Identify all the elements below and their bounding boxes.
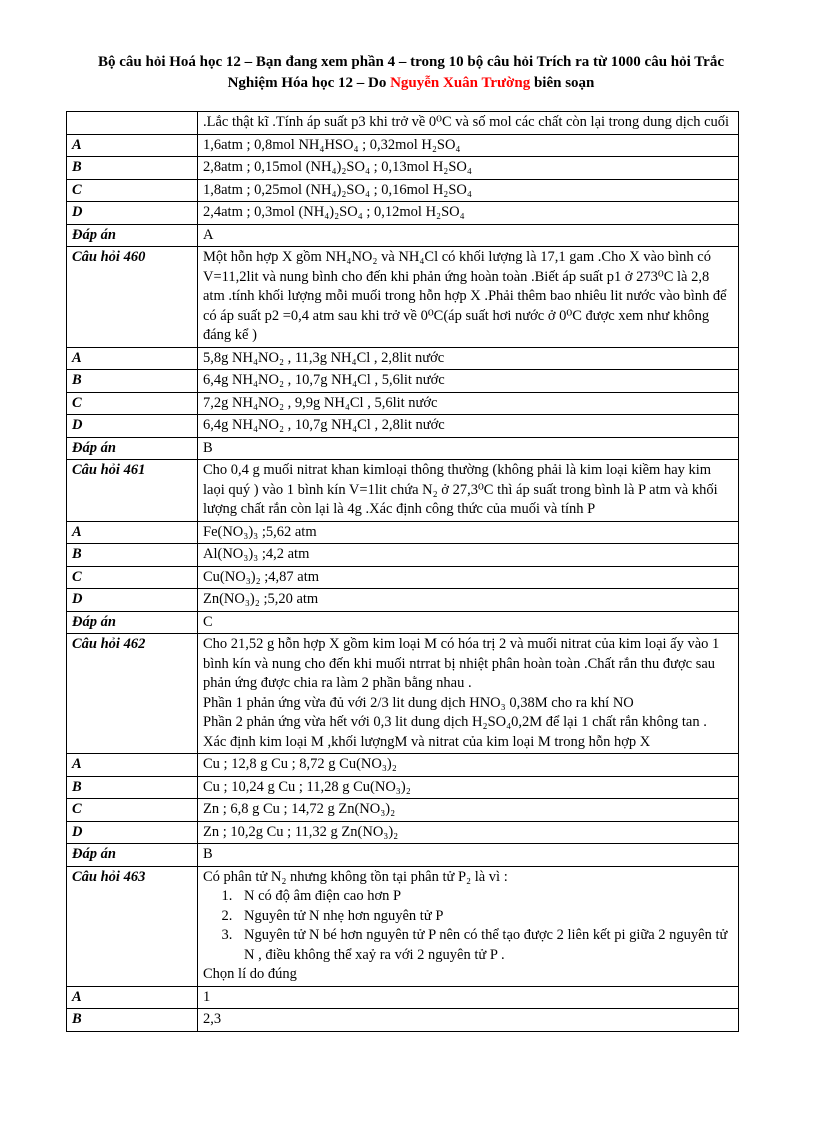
reason-item: 1. N có độ âm điện cao hơn P bbox=[236, 887, 733, 907]
question-row bbox=[67, 460, 739, 522]
question-label: Câu hỏi 460 bbox=[67, 247, 198, 348]
question-text: Cho 21,52 g hỗn hợp X gồm kim loại M có hóa trị 2 và muối nitrat của kim loại ấy vào 1 bình kín và nung cho đến khi muối ntrrat bị nhiệt phân hoàn toàn .Chất rắn thu được sau phản ứng được chia ra làm 2 phần bằng nhau . Phần 1 phản ứng vừa đủ với 2/3 lit dung dịch HNO₃ 0,38M cho ra khí NO Phần 2 phản ứng vừa hết với 0,3 lit dung dịch H₂SO₄0,2M để lại 1 chất rắn không tan . Xác định kim loại M ,khối lượngM và nitrat của kim loại M trong hỗn hợp X bbox=[198, 634, 739, 754]
answer-label: Đáp án bbox=[67, 844, 198, 867]
row-label: C bbox=[67, 179, 198, 202]
row-text: 6,4g NH₄NO₂ , 10,7g NH₄Cl , 5,6lit nước bbox=[198, 370, 739, 393]
table-row bbox=[67, 754, 739, 777]
reason-list bbox=[203, 887, 733, 965]
row-text: Zn ; 10,2g Cu ; 11,32 g Zn(NO₃)₂ bbox=[198, 821, 739, 844]
question-label: Câu hỏi 461 bbox=[67, 460, 198, 522]
header-line-1: Bộ câu hỏi Hoá học 12 – Bạn đang xem phần 4 – trong 10 bộ câu hỏi Trích ra từ 1000 câu hỏi Trắc bbox=[97, 54, 724, 70]
answer-label: Đáp án bbox=[67, 224, 198, 247]
row-label: D bbox=[67, 821, 198, 844]
row-text: Cu ; 12,8 g Cu ; 8,72 g Cu(NO₃)₂ bbox=[198, 754, 739, 777]
table-row bbox=[67, 544, 739, 567]
question-label: Câu hỏi 463 bbox=[67, 866, 198, 986]
answer-row bbox=[67, 437, 739, 460]
question-text: Cho 0,4 g muối nitrat khan kimloại thông thường (không phải là kim loại kiềm hay kim laọi quý ) vào 1 bình kín V=1lit chứa N₂ ở 27,3⁰C thì áp suất trong bình là P atm và khối lượng chất rắn còn lại là 4g .Xác định công thức của muối và tính P bbox=[198, 460, 739, 522]
table-row bbox=[67, 589, 739, 612]
reason-item: 3. Nguyên tử N bé hơn nguyên tử P nên có thể tạo được 2 liên kết pi giữa 2 nguyên tử N , điều không thể xaỷ ra với 2 nguyên tử P . bbox=[236, 926, 733, 965]
row-text: Fe(NO₃)₃ ;5,62 atm bbox=[198, 521, 739, 544]
header-line-2-suffix: biên soạn bbox=[530, 75, 595, 91]
answer-label: Đáp án bbox=[67, 611, 198, 634]
row-text: 2,4atm ; 0,3mol (NH₄)₂SO₄ ; 0,12mol H₂SO₄ bbox=[198, 202, 739, 225]
row-label: D bbox=[67, 202, 198, 225]
row-text: .Lắc thật kĩ .Tính áp suất p3 khi trở về 0⁰C và số mol các chất còn lại trong dung dịch cuối bbox=[198, 112, 739, 135]
question-table bbox=[66, 111, 739, 1032]
table-row bbox=[67, 1009, 739, 1032]
row-text: 1 bbox=[198, 986, 739, 1009]
row-label: A bbox=[67, 754, 198, 777]
row-text: 5,8g NH₄NO₂ , 11,3g NH₄Cl , 2,8lit nước bbox=[198, 347, 739, 370]
row-label: A bbox=[67, 134, 198, 157]
row-label: D bbox=[67, 589, 198, 612]
row-text: 2,3 bbox=[198, 1009, 739, 1032]
question-row bbox=[67, 634, 739, 754]
row-text: Al(NO₃)₃ ;4,2 atm bbox=[198, 544, 739, 567]
page-header bbox=[66, 52, 756, 94]
table-row bbox=[67, 202, 739, 225]
row-label: C bbox=[67, 566, 198, 589]
row-text: Zn(NO₃)₂ ;5,20 atm bbox=[198, 589, 739, 612]
answer-row bbox=[67, 224, 739, 247]
row-text: Cu(NO₃)₂ ;4,87 atm bbox=[198, 566, 739, 589]
question-row bbox=[67, 866, 739, 986]
question-outro: Chọn lí do đúng bbox=[203, 966, 297, 982]
row-label: A bbox=[67, 521, 198, 544]
table-row bbox=[67, 799, 739, 822]
answer-row bbox=[67, 844, 739, 867]
row-label: D bbox=[67, 415, 198, 438]
table-row bbox=[67, 347, 739, 370]
row-text: 6,4g NH₄NO₂ , 10,7g NH₄Cl , 2,8lit nước bbox=[198, 415, 739, 438]
row-label: B bbox=[67, 157, 198, 180]
answer-value: B bbox=[198, 844, 739, 867]
row-label: C bbox=[67, 799, 198, 822]
table-row bbox=[67, 415, 739, 438]
table-row bbox=[67, 157, 739, 180]
table-row bbox=[67, 986, 739, 1009]
row-label: C bbox=[67, 392, 198, 415]
table-row bbox=[67, 134, 739, 157]
header-line-2-prefix: Nghiệm Hóa học 12 – Do bbox=[227, 75, 391, 91]
table-row bbox=[67, 179, 739, 202]
question-label: Câu hỏi 462 bbox=[67, 634, 198, 754]
table-row bbox=[67, 370, 739, 393]
table-row bbox=[67, 566, 739, 589]
answer-value: C bbox=[198, 611, 739, 634]
header-line-2 bbox=[66, 73, 756, 94]
row-label: B bbox=[67, 1009, 198, 1032]
row-text: 2,8atm ; 0,15mol (NH₄)₂SO₄ ; 0,13mol H₂SO₄ bbox=[198, 157, 739, 180]
row-label: B bbox=[67, 776, 198, 799]
row-label: A bbox=[67, 347, 198, 370]
table-row bbox=[67, 392, 739, 415]
row-text: 7,2g NH₄NO₂ , 9,9g NH₄Cl , 5,6lit nước bbox=[198, 392, 739, 415]
row-text: 1,6atm ; 0,8mol NH₄HSO₄ ; 0,32mol H₂SO₄ bbox=[198, 134, 739, 157]
row-label: B bbox=[67, 370, 198, 393]
question-intro: Có phân tử N₂ nhưng không tồn tại phân tử P₂ là vì : bbox=[203, 868, 508, 885]
answer-value: B bbox=[198, 437, 739, 460]
question-text bbox=[198, 866, 739, 986]
answer-row bbox=[67, 611, 739, 634]
row-label: B bbox=[67, 544, 198, 567]
question-row bbox=[67, 247, 739, 348]
author-name: Nguyễn Xuân Trường bbox=[390, 75, 531, 91]
row-label bbox=[67, 112, 198, 135]
answer-value: A bbox=[198, 224, 739, 247]
table-row bbox=[67, 521, 739, 544]
row-text: Zn ; 6,8 g Cu ; 14,72 g Zn(NO₃)₂ bbox=[198, 799, 739, 822]
answer-label: Đáp án bbox=[67, 437, 198, 460]
row-label: A bbox=[67, 986, 198, 1009]
row-text: 1,8atm ; 0,25mol (NH₄)₂SO₄ ; 0,16mol H₂SO₄ bbox=[198, 179, 739, 202]
question-text: Một hỗn hợp X gồm NH₄NO₂ và NH₄Cl có khối lượng là 17,1 gam .Cho X vào bình có V=11,2lit và nung bình cho đến khi phản ứng hoàn toàn .Biết áp suất p1 ở 273⁰C là 2,8 atm .tính khối lượng mỗi muối trong hỗn hợp X .Phải thêm bao nhiêu lit nước vào bình để có áp suất p2 =0,4 atm sau khi trở về 0⁰C(áp suất hơi nước ở 0⁰C được xem như không đáng kể ) bbox=[198, 247, 739, 348]
reason-item: 2. Nguyên tử N nhẹ hơn nguyên tử P bbox=[236, 907, 733, 927]
table-row bbox=[67, 112, 739, 135]
table-row bbox=[67, 821, 739, 844]
row-text: Cu ; 10,24 g Cu ; 11,28 g Cu(NO₃)₂ bbox=[198, 776, 739, 799]
table-row bbox=[67, 776, 739, 799]
